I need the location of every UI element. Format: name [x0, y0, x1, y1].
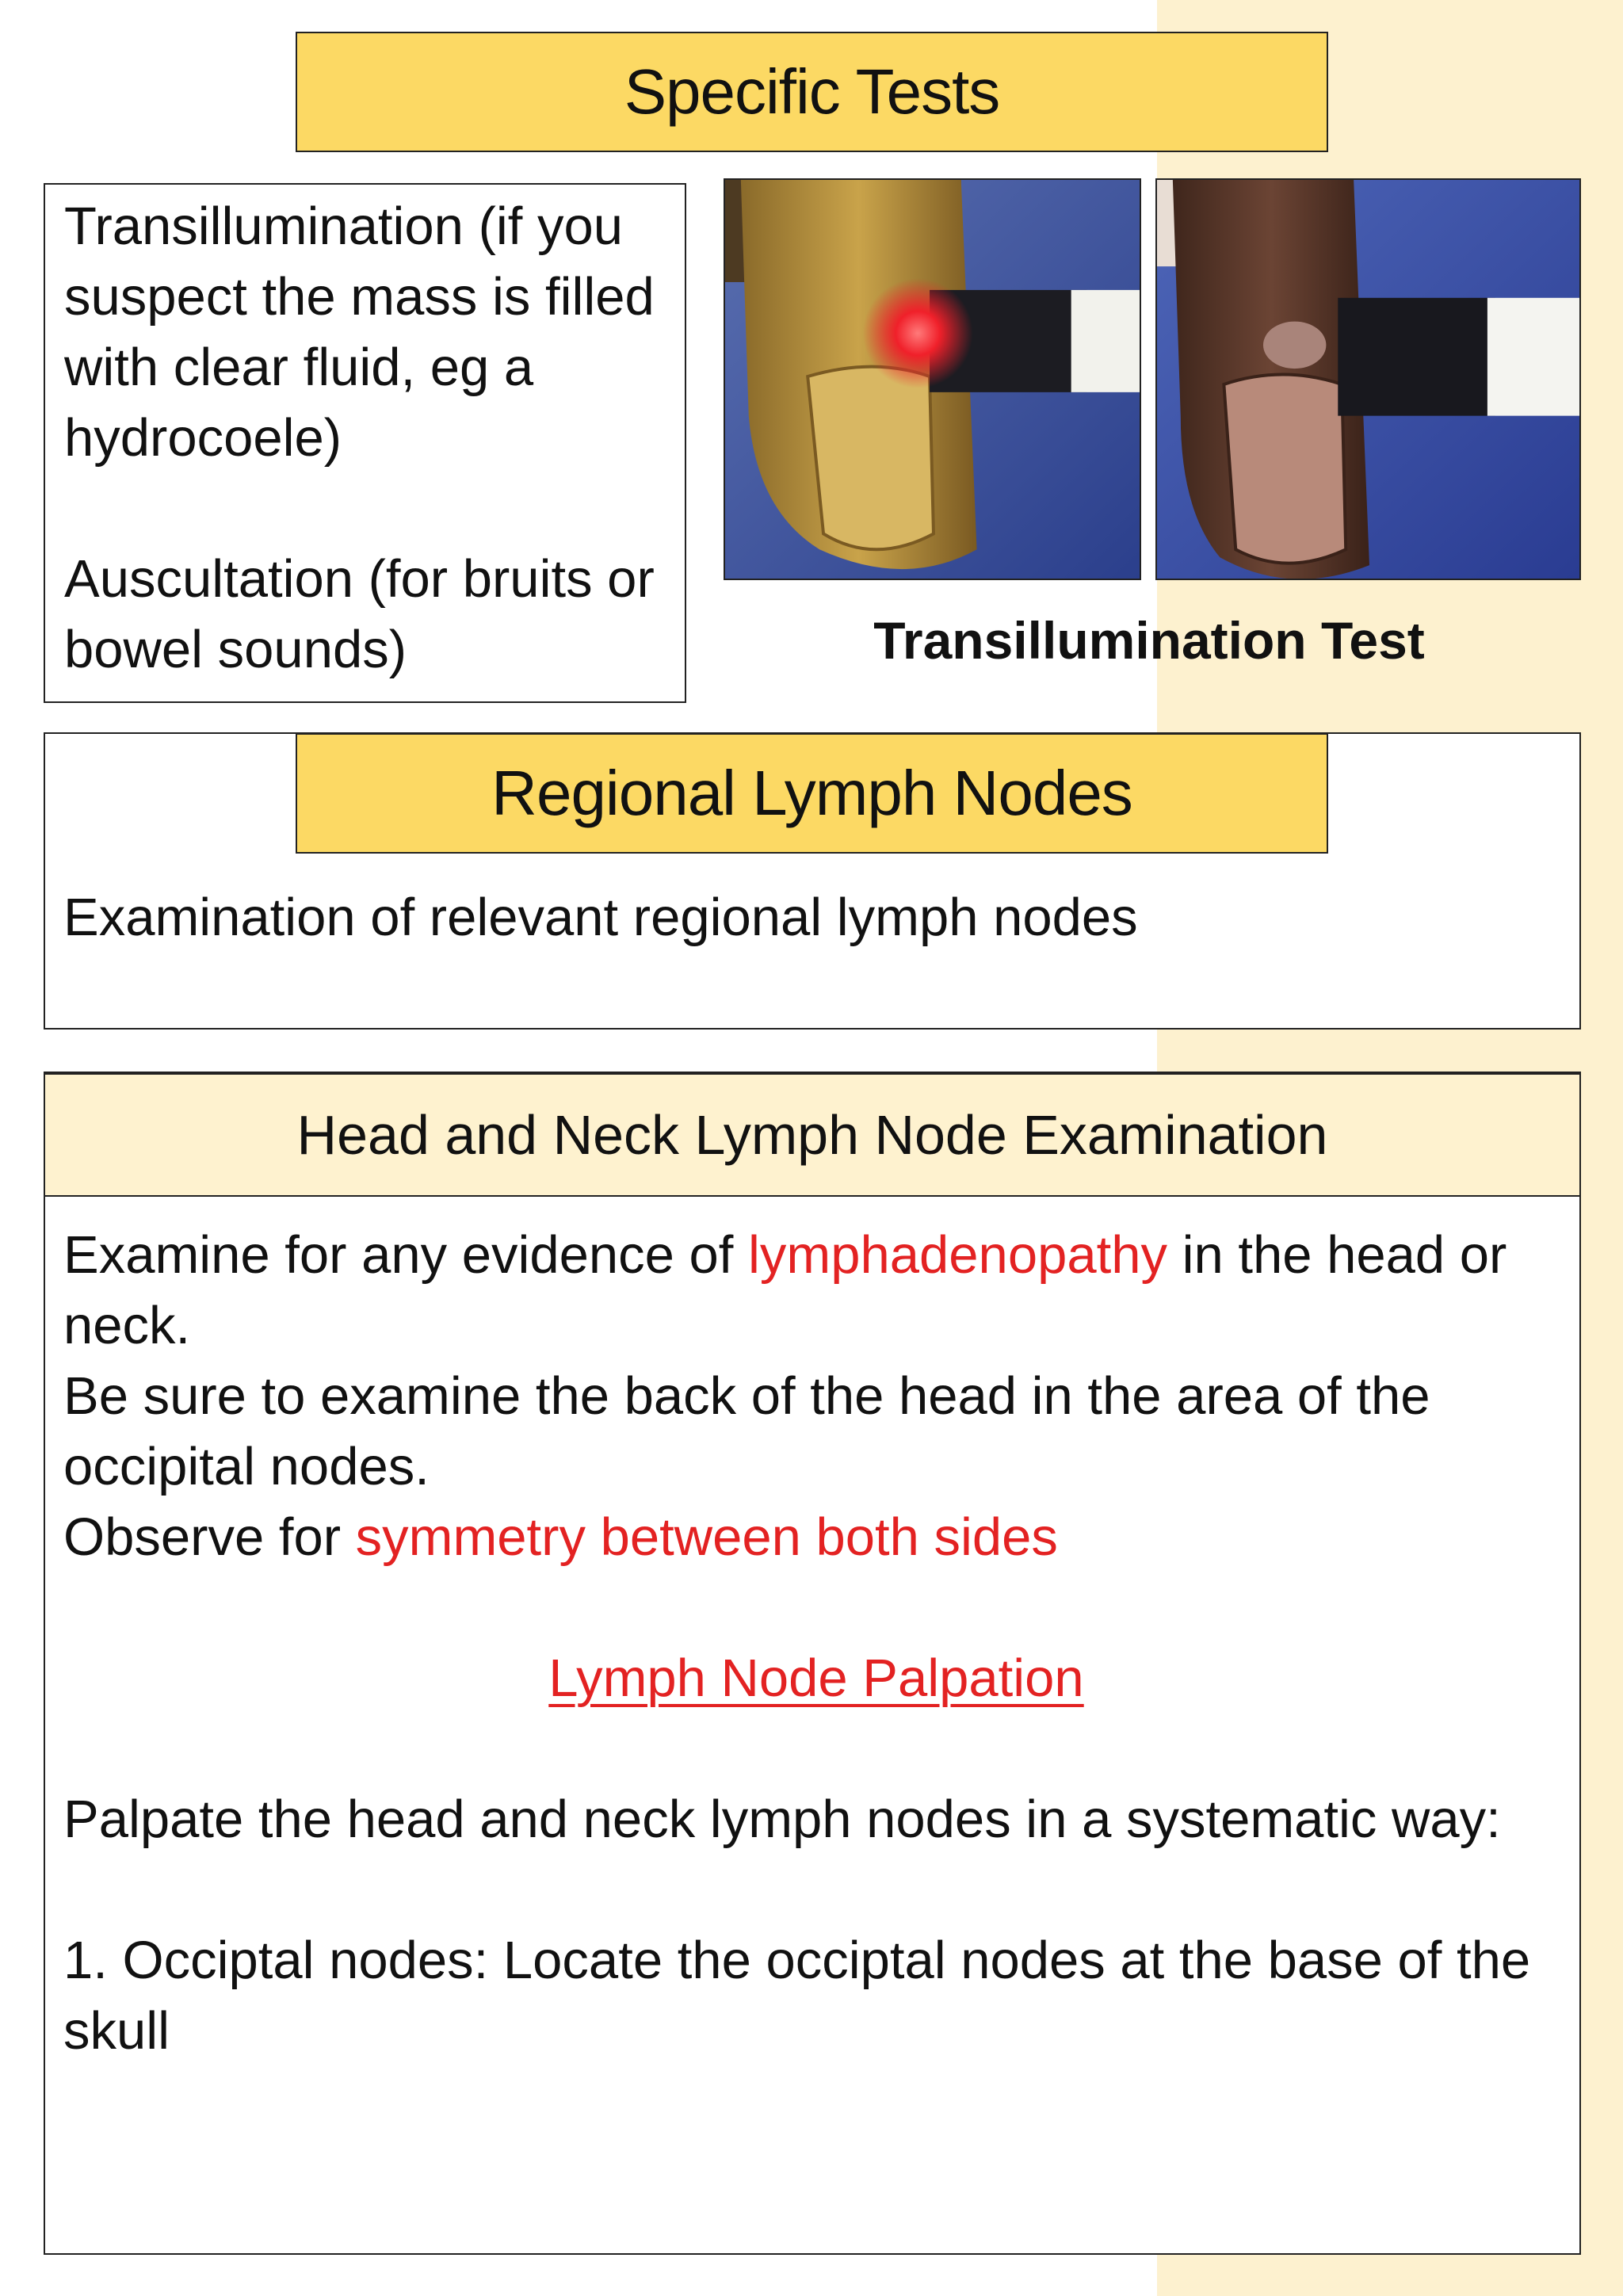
transillumination-note: (if you suspect the mass is filled with clear fluid, eg a hydrocoele)	[64, 197, 655, 468]
p1-after: in the head or neck.	[63, 1225, 1507, 1355]
auscultation-note: (for bruits or bowel sounds)	[64, 549, 655, 679]
head-neck-header	[45, 1073, 1579, 1197]
transillumination-photo-unlit	[1155, 178, 1581, 580]
auscultation-label: Auscultation	[64, 549, 353, 609]
p3-before: Observe for	[63, 1507, 356, 1567]
specific-tests-text-box	[44, 183, 686, 703]
step-occipital-paragraph	[63, 1925, 1569, 2066]
specific-tests-banner	[296, 32, 1328, 152]
symmetry-paragraph	[63, 1502, 1569, 1572]
symmetry-highlight: symmetry between both sides	[355, 1507, 1058, 1567]
step1-label: 1. Occiptal nodes:	[63, 1931, 489, 1990]
lymphadenopathy-paragraph	[63, 1220, 1569, 1361]
transillumination-photo-lit	[724, 178, 1141, 580]
palpation-heading-row	[63, 1643, 1569, 1713]
occipital-paragraph: Be sure to examine the back of the head in the area of the occipital nodes.	[63, 1366, 1430, 1496]
specific-tests-title: Specific Tests	[624, 56, 1000, 127]
lit-finger-icon	[725, 180, 1140, 579]
regional-lymph-nodes-text: Examination of relevant regional lymph nodes	[63, 888, 1138, 947]
transillumination-label: Transillumination	[64, 197, 464, 256]
transillumination-caption: Transillumination Test	[873, 611, 1425, 670]
palpation-heading: Lymph Node Palpation	[548, 1648, 1084, 1708]
lymphadenopathy-highlight: lymphadenopathy	[748, 1225, 1167, 1285]
head-neck-body	[63, 1220, 1569, 2066]
auscultation-paragraph	[64, 544, 669, 685]
unlit-finger-icon	[1157, 180, 1579, 579]
transillumination-paragraph	[64, 191, 669, 473]
step1-text: Locate the occiptal nodes at the base of the skull	[63, 1931, 1531, 2061]
head-neck-title: Head and Neck Lymph Node Examination	[296, 1104, 1328, 1166]
regional-lymph-nodes-banner	[296, 733, 1328, 854]
regional-lymph-nodes-title: Regional Lymph Nodes	[491, 758, 1132, 828]
systematic-paragraph: Palpate the head and neck lymph nodes in a systematic way:	[63, 1790, 1501, 1849]
p1-before: Examine for any evidence of	[63, 1225, 749, 1285]
